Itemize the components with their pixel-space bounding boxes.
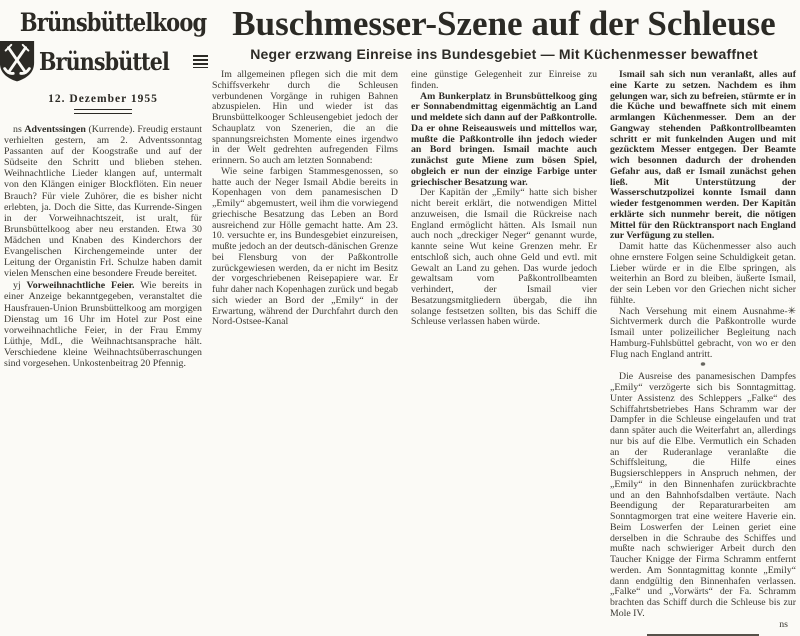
issue-date: 12. Dezember 1955 [48, 93, 158, 105]
paragraph: Der Kapitän der „Emily“ hatte sich bisher nicht bereit erklärt, die notwendigen Mittel anzuweisen, die Ismail die Rückreise nach England ermöglicht hätten. Als Ismail nun auch noch „dreckiger Neger“ genannt wurde, kannte seine Wut keine Grenzen mehr. Er entschloß sich, auch ohne Geld und evtl. mit Gewalt an Land zu gehen. Das wurde jedoch gewaltsam vom Paßkontrollbeamten verhindert, der Ismail vier Besatzungsmitgliedern übergab, die ihn solange festsetzen sollten, bis das Schiff die Schleuse verlassen haben würde. [411, 187, 597, 328]
local-news-item [4, 280, 202, 369]
paragraph: Wie seine farbigen Stammesgenossen, so hatte auch der Neger Ismail Abdie bereits in Kopenhagen von dem panamesischen D „Emily“ abgemustert, weil ihm die vorwiegend griechische Besatzung das Leben an Bord ausreichend zur Hölle gemacht hatte. Am 23. 10. versuchte er, ins Bundesgebiet einzureisen, mußte jedoch an der deutsch-dänischen Grenze bei Flensburg von der Paßkontrolle zurückgewiesen werden, da er nicht im Besitz der vorgeschriebenen Reisepapiere war. Er fuhr daher nach Kopenhagen zurück und begab sich wieder an Bord der „Emily“ in der Erwartung, während der Durchfahrt durch den Nord-Ostsee-Kanal [212, 165, 398, 328]
lead-initials: yj [13, 280, 21, 292]
article-headline: Buschmesser-Szene auf der Schleuse [232, 4, 776, 43]
article-column-3 [610, 70, 796, 636]
article-column-1 [212, 70, 398, 636]
news-item-title: Adventssingen [24, 124, 86, 135]
paragraph-bold: Ismail sah sich nun veranlaßt, alles auf eine Karte zu setzen. Nachdem es ihm gelungen war, sich zu befreien, stürmte er in die Küche und bewaffnete sich mit einem armlangen Küchenmesser. Dem an der Gangway stehenden Paßkontrollbeamten schritt er mit funkelnden Augen und mit gezücktem Messer entgegen. Der Beamte wich besonnen dadurch der drohenden Gefahr aus, daß er Ismail zunächst gehen ließ. Mit Unterstützung der Wasserschutzpolizei konnte Ismail dann wieder festgenommen werden. Der Kapitän erklärte sich nunmehr bereit, die nötigen Mittel für den Rücktransport nach England zur Verfügung zu stellen. [610, 69, 796, 242]
stacked-lines-ornament [193, 55, 208, 68]
section-separator: * [700, 360, 706, 373]
paragraph [610, 307, 796, 361]
paragraph: Die Ausreise des panamesischen Dampfes „Emily“ verzögerte sich bis Sonntagmittag. Unter Assistenz des Schleppers „Falke“ des Schiffahrtsbetriebes Hans Schramm war der Dampfer in die Schleuse eingelaufen und trat dann später auch die Weiterfahrt an, allerdings nur bis auf die Elbe. Vermutlich ein Schaden an der Ruderanlage veranlaßte die Schiffsleitung, die Hilfe eines Bugsierschleppers in Anspruch nehmen, der „Emily“ in den Binnenhafen zurückbrachte und an den Bahnhofsdalben vertäute. Nach Beendigung der Reparaturarbeiten am Sonntagmorgen trat eine weitere Haverie ein. Beim Loswerfen der Leinen geriet eine derselben in die Schraube des Schiffes und mußte nach schwieriger Arbeit durch den Taucher Knigge der Firma Schramm entfernt werden. Am Sonntagmittag konnte „Emily“ dann endgültig den Binnenhafen verlassen. „Falke“ und „Vorwärts“ der Fa. Schramm brachten das Schiff durch die Schleuse bis zur Mole IV. [610, 371, 796, 619]
article-subheadline: Neger erzwang Einreise ins Bundesgebiet — Mit Küchenmesser bewaffnet [250, 46, 758, 62]
ornament-mark: ✳ [787, 305, 796, 317]
lead-initials: ns [13, 124, 22, 135]
news-item-text: Wie bereits in einer Anzeige bekanntgegeben, veranstaltet die Hausfrauen-Union Brunsbüttelkoog am morgigen Dienstag um 16 Uhr im Hotel zur Post eine vorweihnachtliche Feier, in der Frau Emmy Lüthje, MdL, die Weihnachtsansprache hält. Verschiedene kleine Weihnachtsüberraschungen sind vorgesehen. Unkostenbeitrag 20 Pfennig. [4, 280, 202, 369]
local-news [4, 124, 202, 369]
news-item-text: (Kurrende). Freudig erstaunt verhielten gestern, am 2. Adventssonntag Passanten auf der Koogstraße und auf der Südseite den Schritt und blieben stehen. Weihnachtliche Lieder klangen auf, untermalt von den Klängen einiger Blockflöten. Ein neuer Brauch? Für viele Zuhörer, die es bisher nicht erlebten, ja. Doch die Sitte, das Kurrende-Singen in der Vorweihnachtszeit, ist uralt, für Brunsbüttelkoog aber neu erstanden. Etwa 30 Mädchen und Knaben des Kinderchors der Evangelischen Kirchengemeinde unter der Leitung der Organistin Frl. Schulze haben damit vielen Menschen eine besondere Freude bereitet. [4, 124, 202, 280]
masthead-column [4, 6, 207, 492]
paragraph-text: Nach Versehung mit einem Ausnahme-Sichtvermerk durch die Paßkontrolle wurde Ismail unter polizeilicher Begleitung nach Hamburg-Fuhlsbüttel gebracht, von wo er den Flug nach England antritt. [610, 305, 796, 360]
local-news-item [4, 124, 202, 279]
paragraph: eine günstige Gelegenheit zur Einreise zu finden. [411, 69, 597, 91]
paragraph-bold: Am Bunkerplatz in Brunsbüttelkoog ging er Sonnabendmittag eigenmächtig an Land und meldete sich dann auf der Paßkontrolle. Da er ohne Reiseausweis und mittellos war, mußte die Paßkontrolle ihn jedoch wieder an Bord bringen. Ismail machte auch zunächst gute Miene zum bösen Spiel, obgleich er nun der einzige Farbige unter griechischer Besatzung war. [411, 90, 597, 188]
crossed-anchors-shield-icon [0, 39, 36, 83]
paragraph: Damit hatte das Küchenmesser also auch ohne ernstere Folgen seine Schuldigkeit getan. Lieber würde er in die Elbe springen, als weiterhin an Bord zu bleiben, äußerte Ismail, der sein Leben vor den Griechen nicht sicher fühlte. [610, 241, 796, 306]
date-rule [74, 109, 132, 114]
masthead-title-line1: Brünsbüttelkoog [19, 8, 207, 37]
main-article [212, 4, 796, 630]
article-column-2 [411, 70, 597, 636]
masthead-title-line2: Brünsbüttel [39, 46, 170, 76]
paragraph: Im allgemeinen pflegen sich die mit dem Schiffsverkehr durch die Schleusen verbundenen Vorgänge in ruhigen Bahnen abzuspielen. Hin und wieder ist das Brunsbüttelkooger Schleusengebiet jedoch der Schauplatz von Szenerien, die an die spannungsreichsten Momente eines irgendwo in der Welt gedrehten aufregenden Films erinnern. So auch am letzten Sonnabend: [212, 69, 398, 166]
masthead-title-line2-row [4, 39, 202, 83]
masthead [4, 8, 207, 114]
article-columns [212, 70, 796, 636]
author-initials: ns [779, 618, 788, 630]
news-item-title: Vorweihnachtliche Feier. [26, 280, 135, 292]
